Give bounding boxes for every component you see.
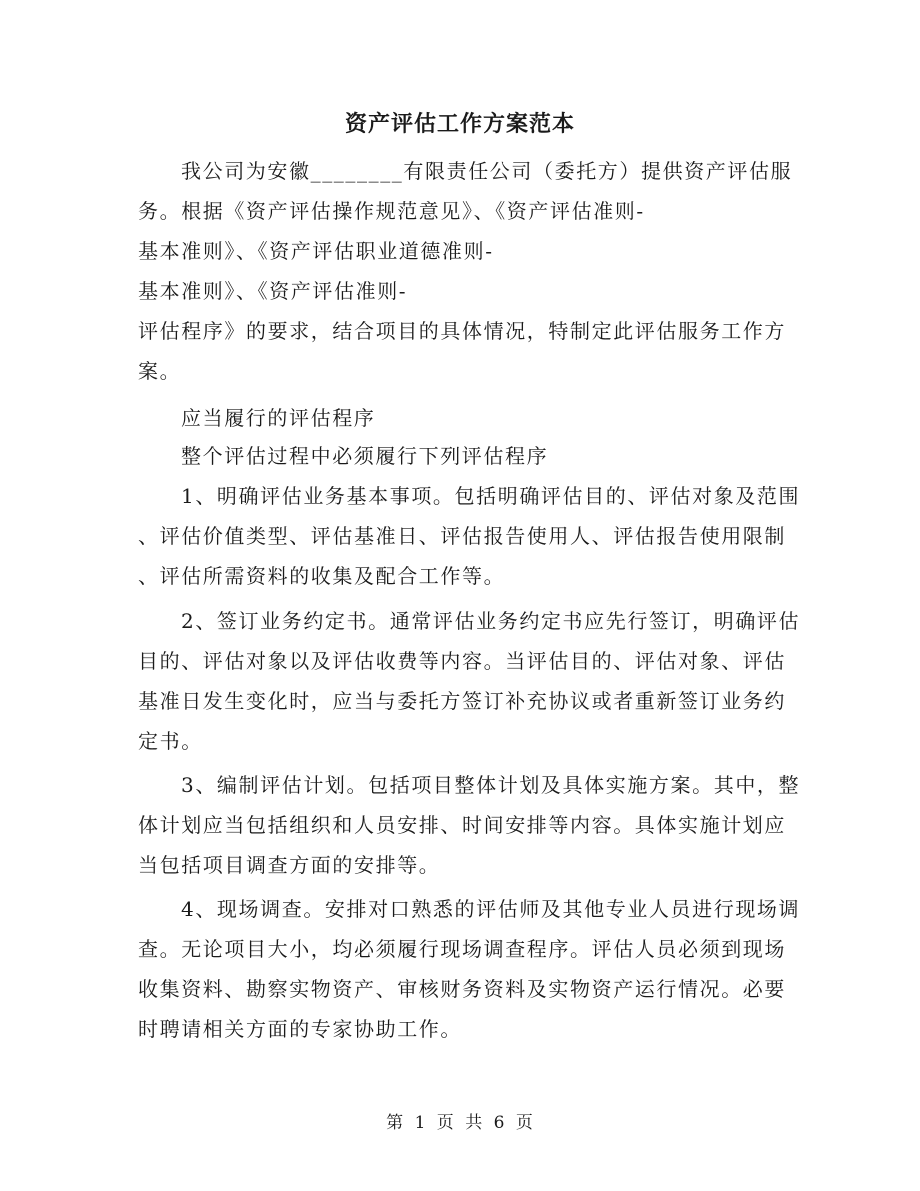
paragraph-line: 基本准则》、《资产评估准则- [138, 279, 408, 303]
paragraph-line: 基准日发生变化时，应当与委托方签订补充协议或者重新签订业务约 [138, 689, 786, 713]
paragraph-line: 查。无论项目大小，均必须履行现场调查程序。评估人员必须到现场 [138, 937, 786, 961]
paragraph-line: 整个评估过程中必须履行下列评估程序 [181, 444, 549, 468]
paragraph-line: 定书。 [138, 729, 203, 753]
paragraph-line: 案。 [138, 359, 182, 383]
paragraph-line: 当包括项目调查方面的安排等。 [138, 853, 441, 877]
paragraph-line: 4、现场调查。安排对口熟悉的评估师及其他专业人员进行现场调 [181, 897, 801, 921]
paragraph-line: 1、明确评估业务基本事项。包括明确评估目的、评估对象及范围 [181, 484, 801, 508]
paragraph-line: 体计划应当包括组织和人员安排、时间安排等内容。具体实施计划应 [138, 813, 786, 837]
paragraph-line: 我公司为安徽________有限责任公司（委托方）提供资产评估服 [181, 159, 793, 183]
paragraph-line: 2、签订业务约定书。通常评估业务约定书应先行签订，明确评估 [181, 609, 801, 633]
paragraph-line: 目的、评估对象以及评估收费等内容。当评估目的、评估对象、评估 [138, 649, 786, 673]
paragraph-line: 、评估所需资料的收集及配合工作等。 [138, 564, 506, 588]
section-heading: 应当履行的评估程序 [181, 406, 376, 430]
paragraph-line: 、评估价值类型、评估基准日、评估报告使用人、评估报告使用限制 [138, 524, 786, 548]
paragraph-line: 收集资料、勘察实物资产、审核财务资料及实物资产运行情况。必要 [138, 977, 786, 1001]
page-number-footer: 第 1 页 共 6 页 [386, 1113, 534, 1133]
paragraph-line: 务。根据《资产评估操作规范意见》、《资产评估准则- [138, 199, 645, 223]
paragraph-line: 时聘请相关方面的专家协助工作。 [138, 1017, 462, 1041]
paragraph-line: 基本准则》、《资产评估职业道德准则- [138, 239, 494, 263]
document-title: 资产评估工作方案范本 [344, 111, 575, 137]
paragraph-line: 评估程序》的要求，结合项目的具体情况，特制定此评估服务工作方 [138, 319, 786, 343]
paragraph-line: 3、编制评估计划。包括项目整体计划及具体实施方案。其中，整 [181, 773, 801, 797]
